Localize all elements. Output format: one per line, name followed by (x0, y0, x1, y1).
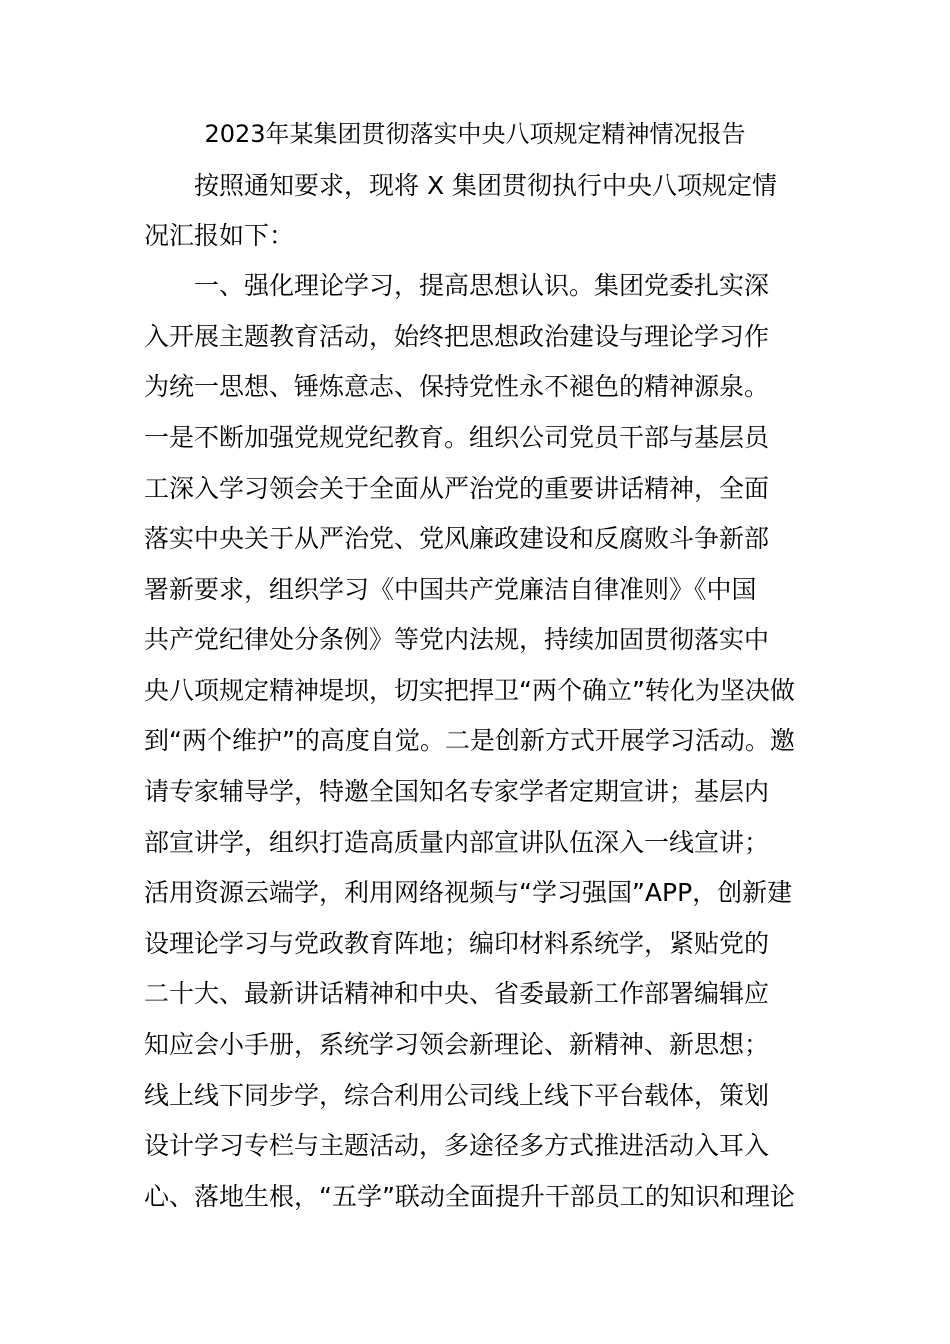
paragraph-line: 线上线下同步学，综合利用公司线上线下平台载体，策划 (144, 1081, 770, 1110)
paragraph-line: 请专家辅导学，特邀全国知名专家学者定期宣讲；基层内 (144, 777, 770, 806)
paragraph-line: 活用资源云端学，利用网络视频与“学习强国”APP，创新建 (144, 878, 793, 907)
paragraph-line: 一是不断加强党规党纪教育。组织公司党员干部与基层员 (144, 423, 770, 452)
paragraph-line: 共产党纪律处分条例》等党内法规，持续加固贯彻落实中 (144, 625, 770, 654)
paragraph-line: 到“两个维护”的高度自觉。二是创新方式开展学习活动。邀 (144, 726, 795, 755)
paragraph-line: 工深入学习领会关于全面从严治党的重要讲话精神，全面 (144, 474, 770, 503)
paragraph-line: 落实中央关于从严治党、党风廉政建设和反腐败斗争新部 (144, 524, 770, 553)
paragraph-line: 央八项规定精神堤坝，切实把捍卫“两个确立”转化为坚决做 (144, 676, 795, 705)
paragraph-line: 按照通知要求，现将 X 集团贯彻执行中央八项规定情 (194, 171, 778, 200)
paragraph-line: 二十大、最新讲话精神和中央、省委最新工作部署编辑应 (144, 979, 770, 1008)
paragraph-line: 况汇报如下： (144, 221, 295, 250)
document-title: 2023年某集团贯彻落实中央八项规定精神情况报告 (204, 120, 746, 148)
paragraph-line: 部宣讲学，组织打造高质量内部宣讲队伍深入一线宣讲； (144, 828, 770, 857)
paragraph-line: 设理论学习与党政教育阵地；编印材料系统学，紧贴党的 (144, 929, 770, 958)
paragraph-line: 为统一思想、锤炼意志、保持党性永不褪色的精神源泉。 (144, 372, 770, 401)
paragraph-line: 心、落地生根，“五学”联动全面提升干部员工的知识和理论 (144, 1182, 795, 1211)
paragraph-line: 知应会小手册，系统学习领会新理论、新精神、新思想； (144, 1030, 770, 1059)
paragraph-line: 署新要求，组织学习《中国共产党廉洁自律准则》《中国 (144, 575, 757, 604)
paragraph-line: 入开展主题教育活动，始终把思想政治建设与理论学习作 (144, 322, 770, 351)
paragraph-line: 设计学习专栏与主题活动，多途径多方式推进活动入耳入 (144, 1131, 770, 1160)
paragraph-line: 一、强化理论学习，提高思想认识。集团党委扎实深 (194, 271, 770, 300)
